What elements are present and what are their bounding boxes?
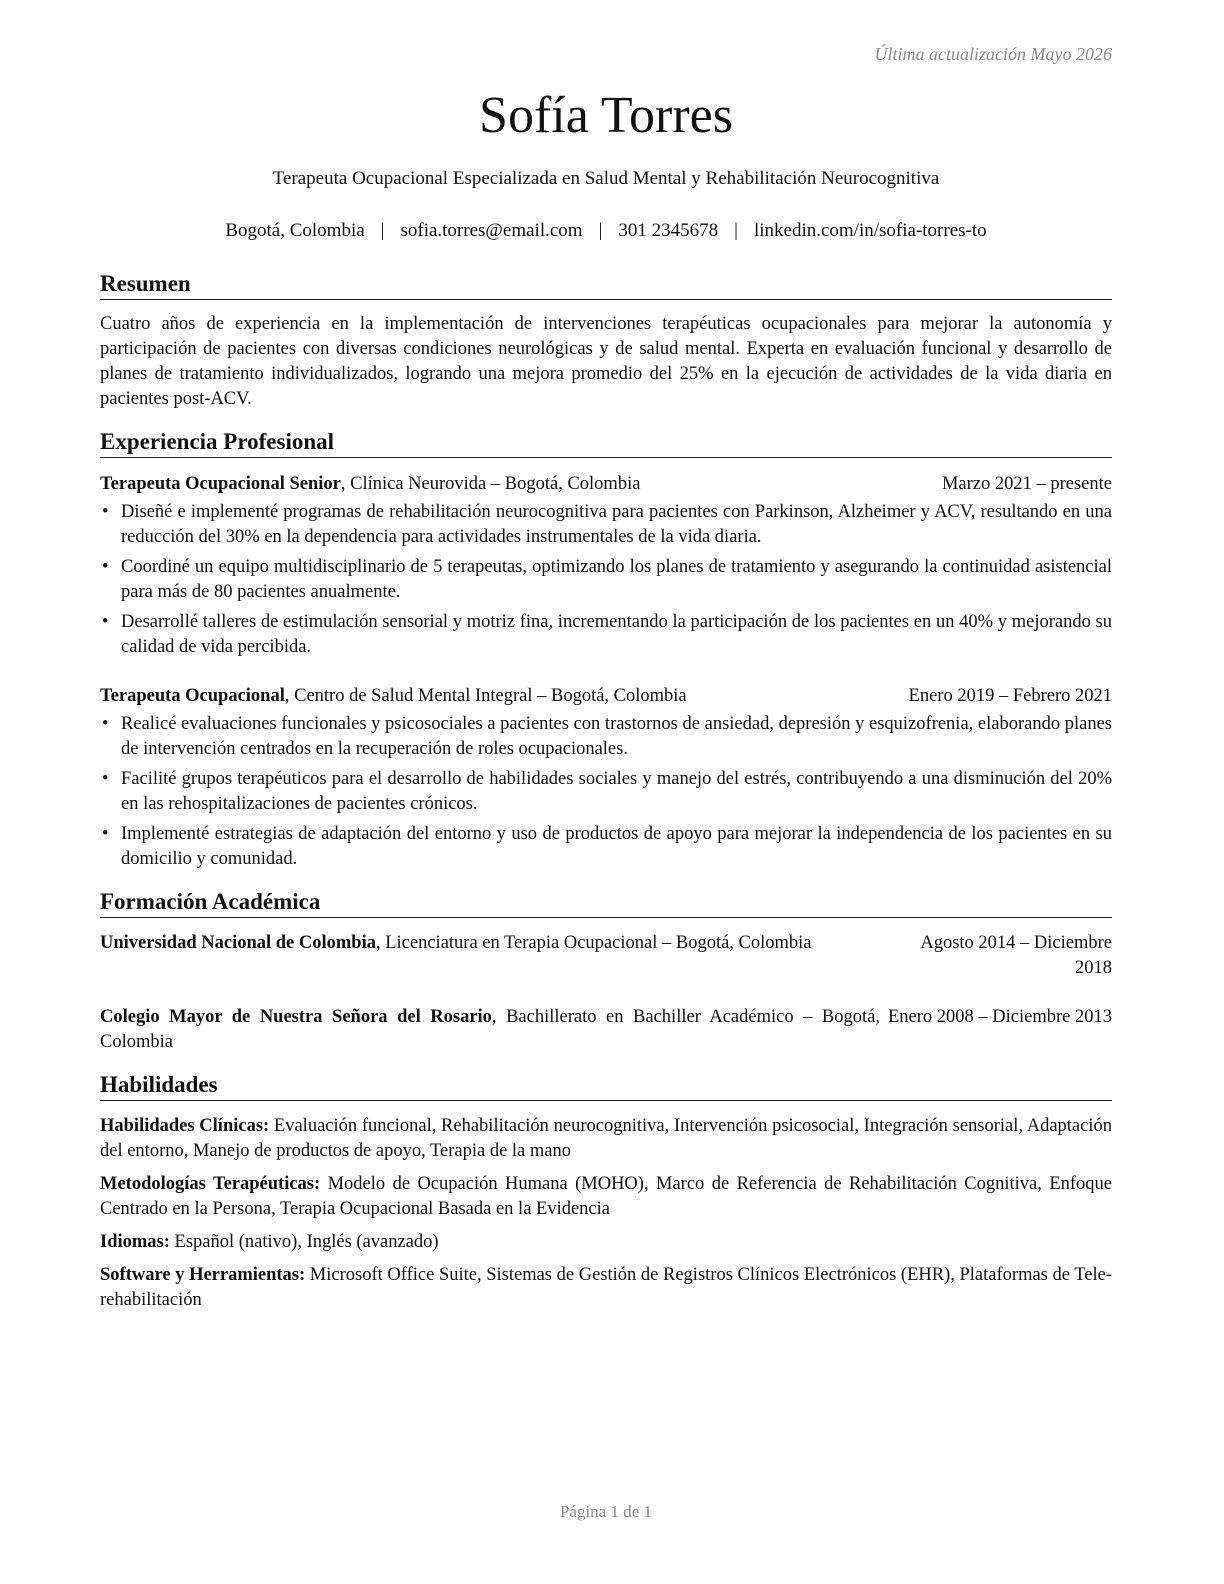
- job-organization: , Clínica Neurovida – Bogotá, Colombia: [340, 474, 641, 494]
- skill-label: Habilidades Clínicas:: [100, 1116, 270, 1136]
- skill-row: [100, 1263, 1112, 1313]
- education-detail: , Bachillerato en Bachiller Académico – Bogotá, Colombia: [100, 1007, 880, 1052]
- education-school: Universidad Nacional de Colombia: [100, 933, 376, 953]
- education-dates: Enero 2008 – Diciembre 2013: [888, 1007, 1112, 1027]
- skill-row: [100, 1172, 1112, 1222]
- job-bullet: • Diseñé e implementé programas de rehabilitación neurocognitiva para pacientes con Parkinson, Alzheimer y ACV, resultando en una reducción del 30% en la dependencia para actividades instrumentales de la vida diaria.: [100, 500, 1112, 550]
- skill-label: Software y Herramientas:: [100, 1265, 306, 1285]
- section-title-summary: Resumen: [100, 270, 1112, 300]
- job-heading: [100, 684, 687, 709]
- professional-title: Terapeuta Ocupacional Especializada en Salud Mental y Rehabilitación Neurocognitiva: [272, 168, 940, 189]
- job-dates: Marzo 2021 – presente: [941, 474, 1112, 494]
- education-heading: [100, 1005, 880, 1055]
- section-title-skills: Habilidades: [100, 1071, 1112, 1101]
- job-bullet: • Desarrollé talleres de estimulación sensorial y motriz fina, incrementando la participación de los pacientes en un 40% y mejorando su calidad de vida percibida.: [100, 610, 1112, 660]
- skills-section: [100, 1071, 1112, 1313]
- education-entry: [100, 1005, 1112, 1055]
- contact-separator: |: [598, 220, 603, 241]
- skill-label: Idiomas:: [100, 1232, 170, 1252]
- skill-row: [100, 1230, 1112, 1255]
- job-role: Terapeuta Ocupacional: [100, 686, 285, 706]
- education-section: [100, 888, 1112, 1055]
- job-organization: , Centro de Salud Mental Integral – Bogotá, Colombia: [284, 686, 687, 706]
- section-title-education: Formación Académica: [100, 888, 1112, 918]
- job-bullet: • Implementé estrategias de adaptación del entorno y uso de productos de apoyo para mejorar la independencia de los pacientes en su domicilio y comunidad.: [100, 822, 1112, 872]
- job-bullets: [100, 712, 1112, 872]
- contact-email-link[interactable]: sofia.torres@email.com: [400, 220, 583, 241]
- skill-row: [100, 1114, 1112, 1164]
- education-heading: [100, 931, 880, 981]
- contact-phone: 301 2345678: [618, 220, 719, 241]
- candidate-name: Sofía Torres: [479, 87, 733, 144]
- job-role: Terapeuta Ocupacional Senior: [100, 474, 341, 494]
- job-bullets: [100, 500, 1112, 660]
- contact-linkedin-link[interactable]: linkedin.com/in/sofia-torres-to: [753, 220, 987, 241]
- education-detail: , Licenciatura en Terapia Ocupacional – Bogotá, Colombia: [375, 933, 812, 953]
- experience-section: [100, 428, 1112, 872]
- job-entry: [100, 472, 1112, 660]
- last-updated: Última actualización Mayo 2026: [874, 44, 1112, 64]
- job-heading: [100, 472, 640, 497]
- contact-separator: |: [734, 220, 738, 241]
- section-title-experience: Experiencia Profesional: [100, 428, 1112, 458]
- job-entry: [100, 684, 1112, 872]
- resume-body: [100, 270, 1112, 1321]
- contact-location: Bogotá, Colombia: [225, 220, 365, 241]
- summary-section: [100, 270, 1112, 412]
- job-dates: Enero 2019 – Febrero 2021: [908, 686, 1112, 706]
- summary-text: Cuatro años de experiencia en la implementación de intervenciones terapéuticas ocupacionales para mejorar la autonomía y participación de pacientes con diversas condiciones neurológicas y de salud mental. Experta en evaluación funcional y desarrollo de planes de tratamiento individualizados, logrando una mejora promedio del 25% en la ejecución de actividades de la vida diaria en pacientes post-ACV.: [100, 314, 1112, 409]
- job-bullet: • Coordiné un equipo multidisciplinario de 5 terapeutas, optimizando los planes de tratamiento y asegurando la continuidad asistencial para más de 80 pacientes anualmente.: [100, 555, 1112, 605]
- job-bullet: • Realicé evaluaciones funcionales y psicosociales a pacientes con trastornos de ansiedad, depresión y esquizofrenia, elaborando planes de intervención centrados en la recuperación de roles ocupacionales.: [100, 712, 1112, 762]
- contact-separator: |: [380, 220, 385, 241]
- job-header: [100, 684, 1112, 709]
- skill-value: Microsoft Office Suite, Sistemas de Gestión de Registros Clínicos Electrónicos (EHR), Plataformas de Tele-rehabilitación: [100, 1265, 1112, 1310]
- skill-value: Evaluación funcional, Rehabilitación neurocognitiva, Intervención psicosocial, Integración sensorial, Adaptación del entorno, Manejo de productos de apoyo, Terapia de la mano: [100, 1116, 1112, 1161]
- contact-line: [100, 219, 1112, 243]
- education-school: Colegio Mayor de Nuestra Señora del Rosario: [100, 1007, 492, 1027]
- skill-value: Modelo de Ocupación Humana (MOHO), Marco de Referencia de Rehabilitación Cognitiva, Enfoque Centrado en la Persona, Terapia Ocupacional Basada en la Evidencia: [100, 1174, 1112, 1219]
- skill-value: Español (nativo), Inglés (avanzado): [169, 1232, 439, 1252]
- job-header: [100, 472, 1112, 497]
- education-entry: [100, 931, 1112, 981]
- skill-label: Metodologías Terapéuticas:: [100, 1174, 321, 1194]
- education-dates: Agosto 2014 – Diciembre 2018: [920, 933, 1112, 978]
- resume-page: [100, 0, 1112, 1584]
- page-number: Página 1 de 1: [559, 1502, 653, 1521]
- job-bullet: • Facilité grupos terapéuticos para el desarrollo de habilidades sociales y manejo del estrés, contribuyendo a una disminución del 20% en las rehospitalizaciones de pacientes crónicos.: [100, 767, 1112, 817]
